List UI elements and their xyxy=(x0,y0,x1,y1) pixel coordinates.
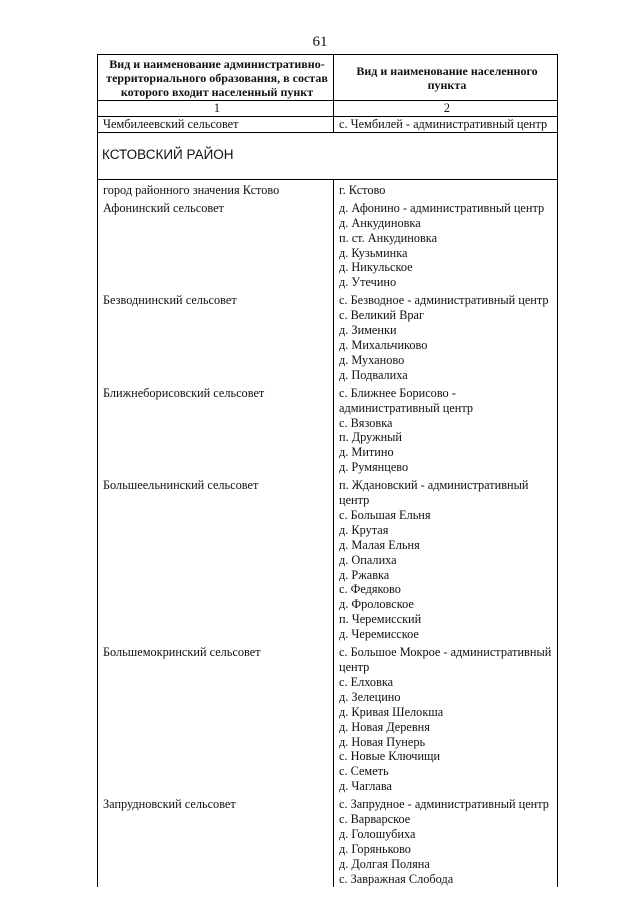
table-row xyxy=(98,475,558,642)
header-settlement: Вид и наименование населенного пункта xyxy=(334,55,558,101)
admin-unit-cell xyxy=(98,475,334,642)
settlement-name: г. Кстово xyxy=(339,182,386,197)
settlement-name: с. Семеть xyxy=(339,764,389,779)
settlement-name: с. Большая Ельня xyxy=(339,507,431,522)
settlement-name: п. Черемисский xyxy=(339,612,422,627)
settlement-name: д. Кузьминка xyxy=(339,245,408,260)
settlement-cell xyxy=(334,794,558,886)
table-row xyxy=(98,794,558,886)
settlement-name: с. Елховка xyxy=(339,674,394,689)
admin-unit-cell xyxy=(98,179,334,197)
settlement-name: с. Безводное - административный центр xyxy=(339,293,549,308)
admin-unit-name: Ближнеборисовский сельсовет xyxy=(103,385,265,400)
settlement-name: д. Подвалиха xyxy=(339,367,408,382)
table-row xyxy=(98,290,558,382)
page-number: 61 xyxy=(312,34,328,50)
settlement-name: д. Черемисское xyxy=(339,627,419,642)
table-row xyxy=(98,198,558,290)
groups-body xyxy=(98,179,558,886)
admin-unit-name: Безводнинский сельсовет xyxy=(103,293,237,308)
admin-unit-cell xyxy=(98,198,334,290)
settlement-name: д. Утечино xyxy=(339,275,397,290)
settlement-name: д. Афонино - административный центр xyxy=(339,200,545,215)
settlement-cell xyxy=(334,198,558,290)
settlement-name: д. Румянцево xyxy=(339,460,409,475)
settlement-name: п. ст. Анкудиновка xyxy=(339,230,438,245)
settlement-name: д. Митино xyxy=(339,445,394,460)
settlement-cell: с. Чембилей - административный центр xyxy=(334,117,558,133)
settlement-cell xyxy=(334,383,558,475)
settlement-cell xyxy=(334,179,558,197)
header-admin-unit: Вид и наименование административно-территориального образования, в состав которого входит населенный пункт xyxy=(98,55,334,101)
settlement-cell xyxy=(334,642,558,794)
admin-unit-name: Большеельнинский сельсовет xyxy=(103,478,259,493)
settlement-name: с. Новые Ключищи xyxy=(339,749,441,764)
settlement-name: д. Долгая Поляна xyxy=(339,856,430,871)
settlement-name: п. Ждановский - административный центр xyxy=(339,478,529,508)
settlement-name: д. Крутая xyxy=(339,522,389,537)
settlement-name: д. Зелецино xyxy=(339,689,401,704)
settlement-name: д. Горяньково xyxy=(339,841,411,856)
district-title: КСТОВСКИЙ РАЙОН xyxy=(98,132,558,179)
settlement-name: д. Фроловское xyxy=(339,597,414,612)
settlement-name: д. Чаглава xyxy=(339,779,392,794)
settlement-name: д. Никульское xyxy=(339,260,413,275)
admin-unit-name: Запрудновский сельсовет xyxy=(103,797,236,812)
settlement-name: д. Ржавка xyxy=(339,567,390,582)
settlement-name: д. Малая Ельня xyxy=(339,537,420,552)
settlement-name: с. Великий Враг xyxy=(339,308,425,323)
table-row xyxy=(98,642,558,794)
settlement-name: с. Запрудное - административный центр xyxy=(339,797,549,812)
column-number-2: 2 xyxy=(334,101,558,117)
table-header-row xyxy=(98,55,558,101)
table-row xyxy=(98,383,558,475)
table-row xyxy=(98,117,558,133)
settlement-name: с. Варварское xyxy=(339,812,411,827)
settlement-name: д. Новая Деревня xyxy=(339,719,430,734)
settlements-table xyxy=(97,54,558,887)
table-row xyxy=(98,179,558,197)
admin-unit-cell: Чембилеевский сельсовет xyxy=(98,117,334,133)
settlement-name: д. Кривая Шелокша xyxy=(339,704,444,719)
settlement-cell xyxy=(334,290,558,382)
settlement-name: с. Ближнее Борисово - административный центр xyxy=(339,385,474,415)
settlement-name: с. Вязовка xyxy=(339,415,393,430)
settlement-name: с. Большое Мокрое - административный центр xyxy=(339,645,552,674)
district-row xyxy=(98,132,558,179)
settlement-name: п. Дружный xyxy=(339,430,403,445)
admin-unit-name: город районного значения Кстово xyxy=(103,182,280,197)
settlement-name: д. Анкудиновка xyxy=(339,215,421,230)
settlement-name: д. Новая Пунерь xyxy=(339,734,426,749)
admin-unit-name: Большемокринский сельсовет xyxy=(103,645,261,660)
admin-unit-name: Афонинский сельсовет xyxy=(103,200,224,215)
column-number-1: 1 xyxy=(98,101,334,117)
settlement-name: с. Завражная Слобода xyxy=(339,871,454,886)
settlement-name: д. Михальчиково xyxy=(339,337,428,352)
admin-unit-cell xyxy=(98,383,334,475)
admin-unit-cell xyxy=(98,794,334,886)
admin-unit-cell xyxy=(98,642,334,794)
settlement-name: д. Опалиха xyxy=(339,552,397,567)
settlement-name: д. Голошубиха xyxy=(339,826,416,841)
column-number-row xyxy=(98,101,558,117)
settlement-name: д. Муханово xyxy=(339,352,405,367)
settlement-name: с. Федяково xyxy=(339,582,401,597)
settlement-cell xyxy=(334,475,558,642)
settlement-name: д. Зименки xyxy=(339,323,397,338)
admin-unit-cell xyxy=(98,290,334,382)
